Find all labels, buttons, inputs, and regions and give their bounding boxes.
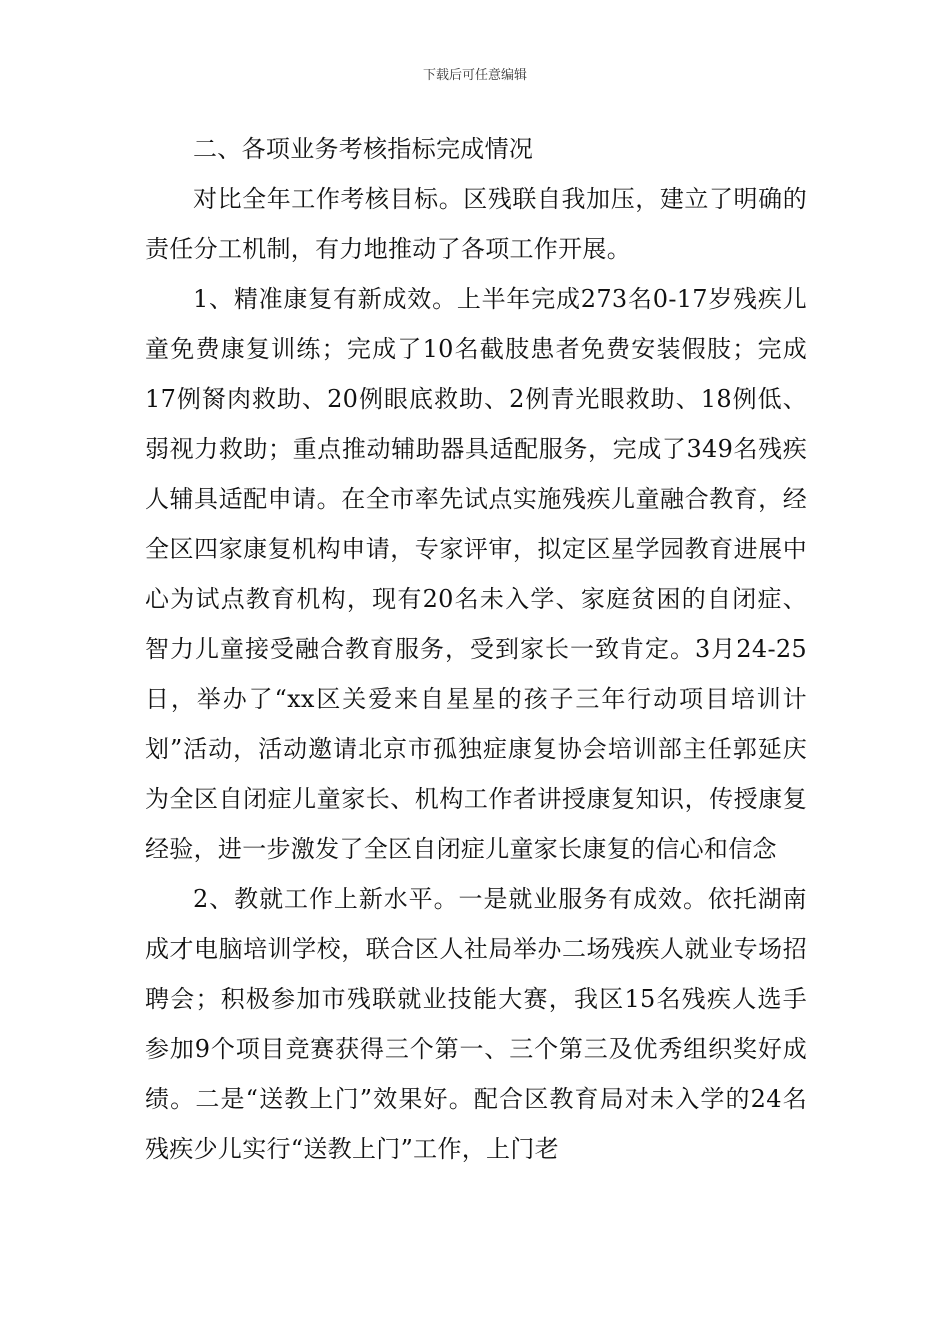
section-title: 二、各项业务考核指标完成情况: [193, 135, 534, 163]
document-body: [145, 124, 807, 1174]
paragraph-rehabilitation: 1、精准康复有新成效。上半年完成273名0-17岁残疾儿童免费康复训练；完成了10名截肢患者免费安装假肢；完成17例胬肉救助、20例眼底救助、2例青光眼救助、18例低、弱视力救助；重点推动辅助器具适配服务，完成了349名残疾人辅具适配申请。在全市率先试点实施残疾儿童融合教育，经全区四家康复机构申请，专家评审，拟定区星学园教育进展中心为试点教育机构，现有20名未入学、家庭贫困的自闭症、智力儿童接受融合教育服务，受到家长一致肯定。3月24-25日，举办了“xx区关爱来自星星的孩子三年行动项目培训计划”活动，活动邀请北京市孤独症康复协会培训部主任郭延庆为全区自闭症儿童家长、机构工作者讲授康复知识，传授康复经验，进一步激发了全区自闭症儿童家长康复的信心和信念: [145, 285, 807, 863]
page-header-note: 下载后可任意编辑: [422, 68, 527, 83]
paragraph-education-employment: 2、教就工作上新水平。一是就业服务有成效。依托湖南成才电脑培训学校，联合区人社局举办二场残疾人就业专场招聘会；积极参加市残联就业技能大赛，我区15名残疾人选手参加9个项目竞赛获得三个第一、三个第三及优秀组织奖好成绩。二是“送教上门”效果好。配合区教育局对未入学的24名残疾少儿实行“送教上门”工作，上门老: [145, 885, 807, 1163]
paragraph-intro: 对比全年工作考核目标。区残联自我加压，建立了明确的责任分工机制，有力地推动了各项工作开展。: [145, 185, 807, 263]
